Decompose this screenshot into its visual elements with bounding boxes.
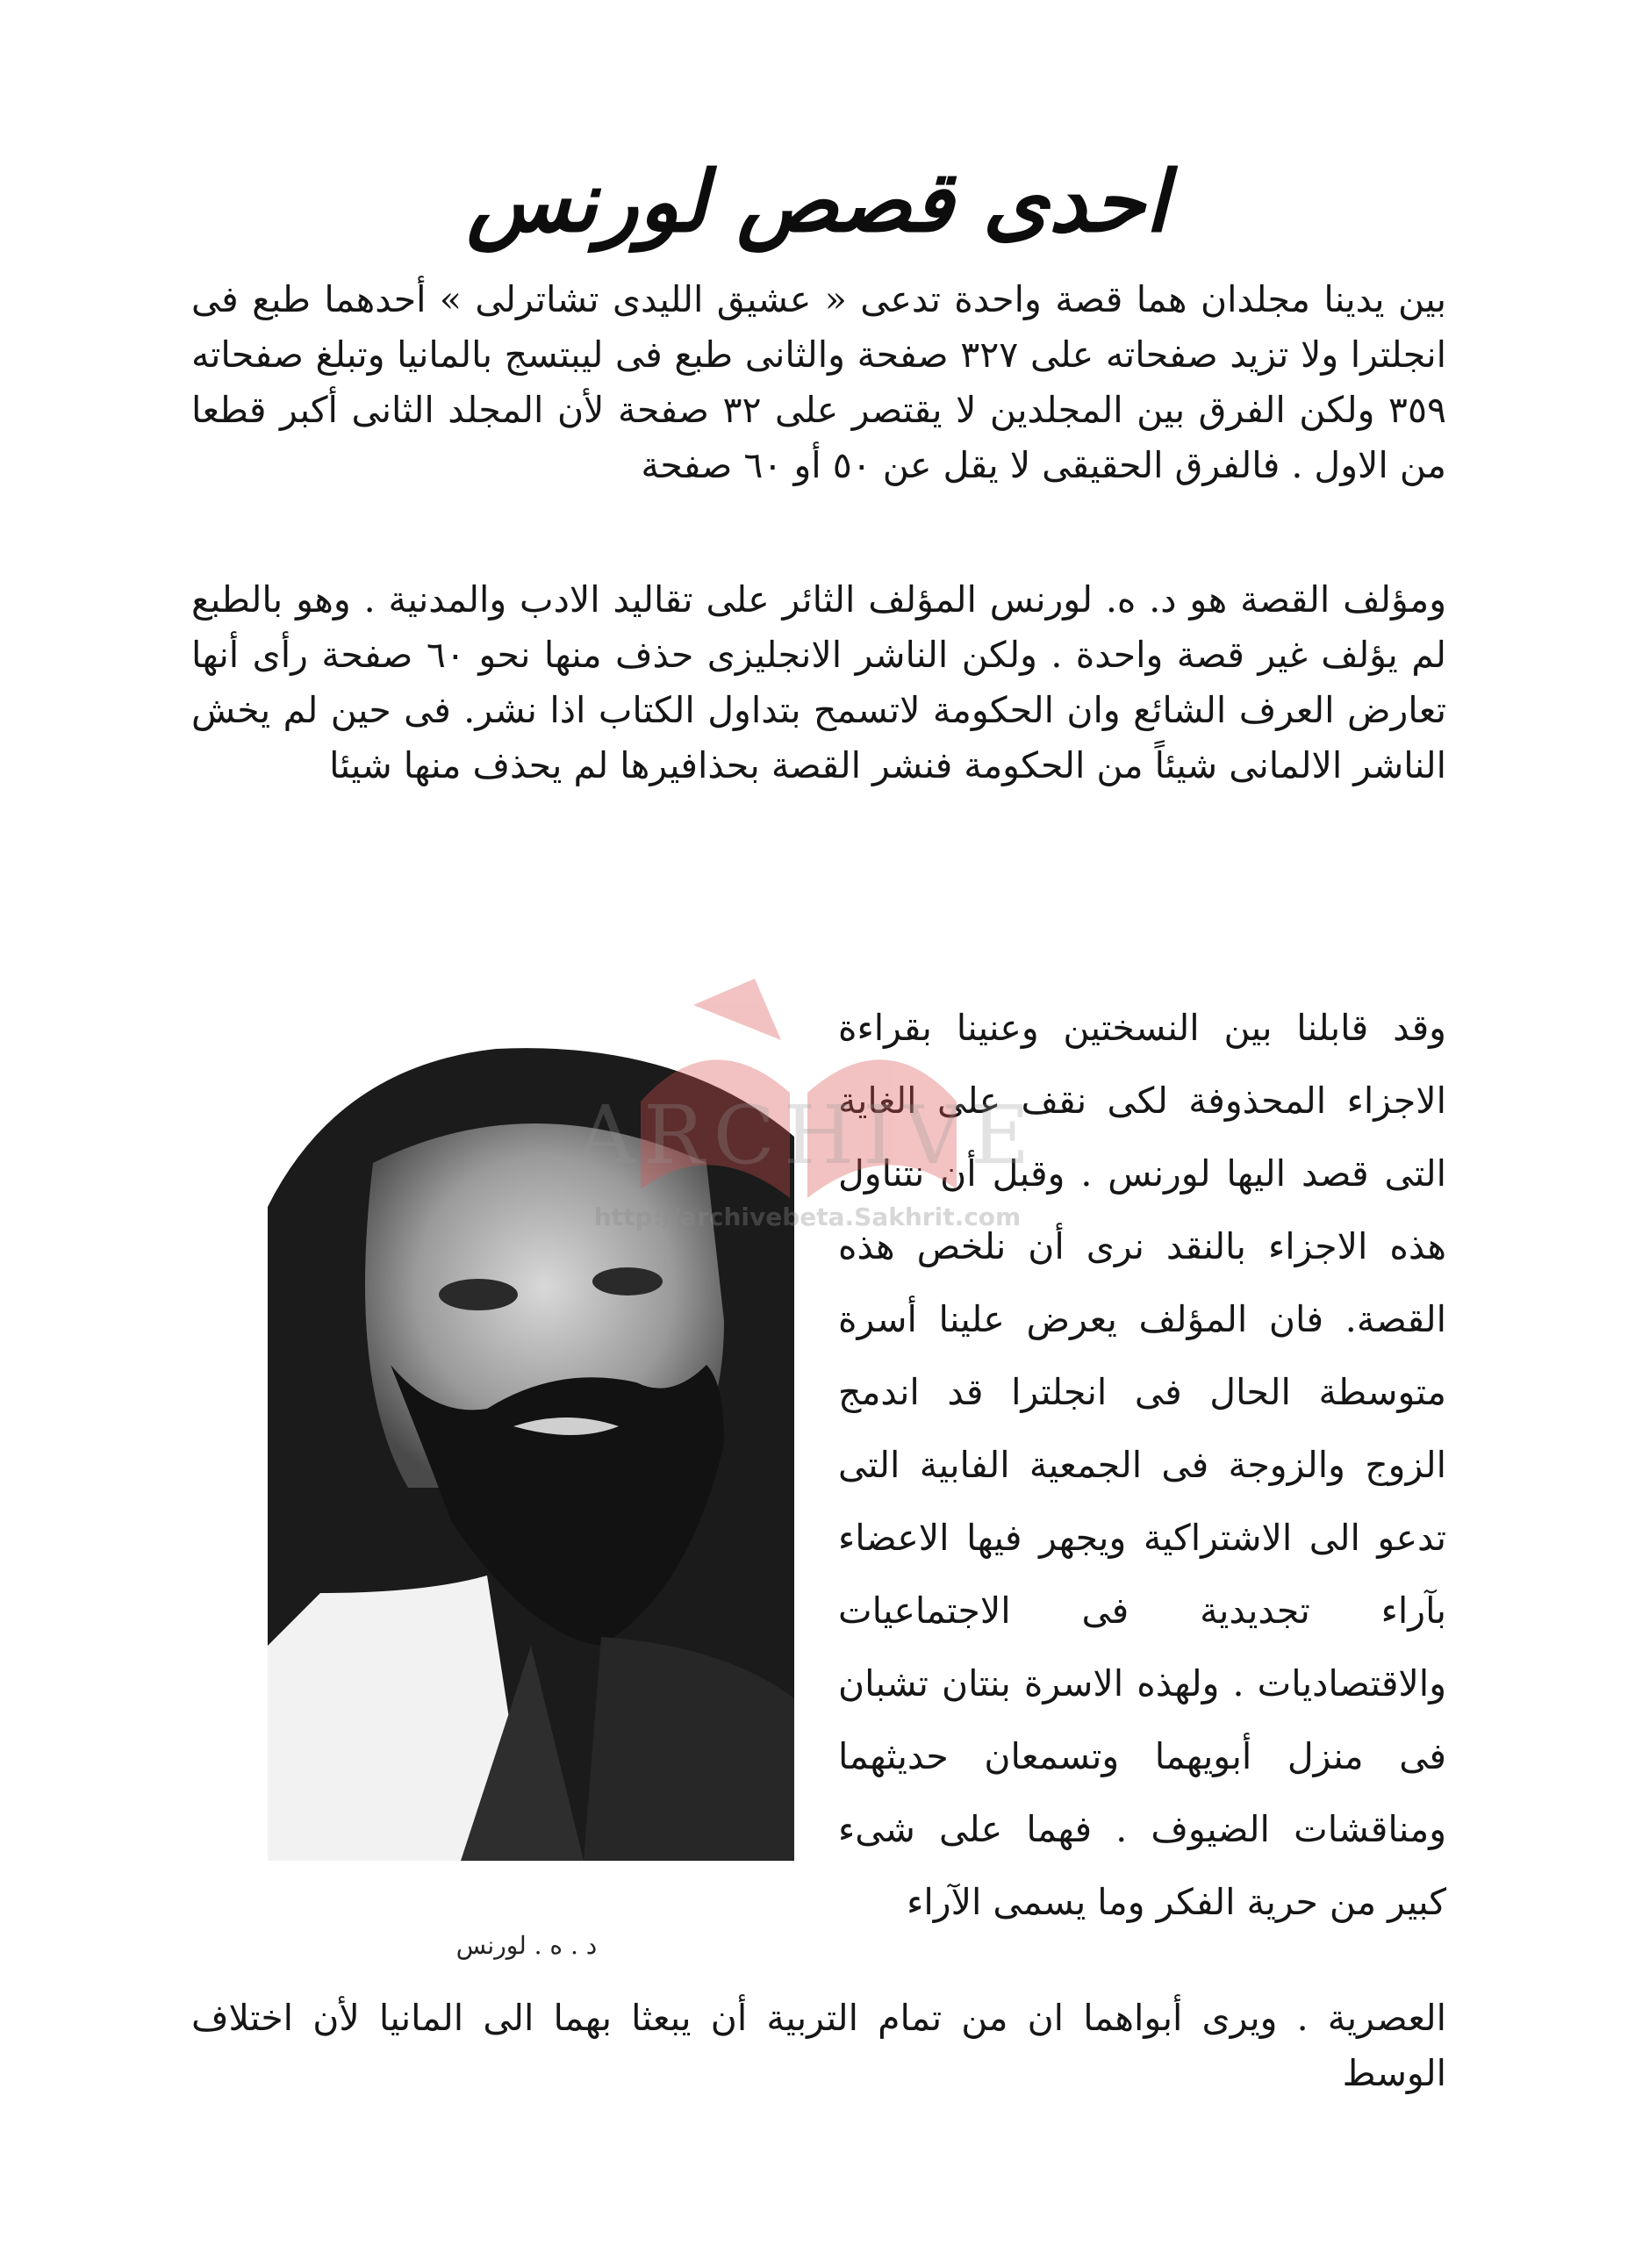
paragraph-2-text: ومؤلف القصة هو د. ه. لورنس المؤلف الثائر على تقاليد الادب والمدنية . وهو بالطبع لم يؤلف غير قصة واحدة . ولكن الناشر الانجليزى حذف منها نحو ٦٠ صفحة رأى أنها تعارض العرف الشائع وان الحكومة لاتسمح بتداول الكتاب اذا نشر. فى حين لم يخش الناشر الالمانى شيئاً من الحكومة فنشر القصة بحذافيرها لم يحذف منها شيئا [191, 578, 1446, 786]
paragraph-4 [191, 1991, 1446, 2101]
paragraph-1 [191, 272, 1446, 493]
paragraph-3-text: وقد قابلنا بين النسختين وعنينا بقراءة الاجزاء المحذوفة لكى نقف على الغاية التى قصد اليها لورنس . وقبل أن نتناول هذه الاجزاء بالنقد نرى أن نلخص هذه القصة. فان المؤلف يعرض علينا أسرة متوسطة الحال فى انجلترا قد اندمج الزوج والزوجة فى الجمعية الفابية التى تدعو الى الاشتراكية ويجهر فيها الاعضاء بآراء تجديدية فى الاجتماعيات والاقتصاديات . ولهذه الاسرة بنتان تشبان فى منزل أبويهما وتسمعان حديثهما ومناقشات الضيوف . فهما على شىء كبير من حرية الفكر وما يسمى الآراء [838, 1007, 1446, 1923]
article-title: احدى قصص لورنس [466, 152, 1169, 251]
watermark-url: http://archivebeta.Sakhrit.com [593, 1202, 1022, 1231]
paragraph-1-text: بين يدينا مجلدان هما قصة واحدة تدعى « عشيق الليدى تشاترلى » أحدهما طبع فى انجلترا ولا تزيد صفحاته على ٣٢٧ صفحة والثانى طبع فى ليبتسج بالمانيا وتبلغ صفحاته ٣٥٩ ولكن الفرق بين المجلدين لا يقتصر على ٣٢ صفحة لأن المجلد الثانى أكبر قطعا من الاول . فالفرق الحقيقى لا يقل عن ٥٠ أو ٦٠ صفحة [191, 278, 1447, 486]
paragraph-2 [191, 572, 1446, 793]
watermark-text: ARCHIVE [576, 1088, 1039, 1182]
paragraph-4-text: العصرية . ويرى أبواهما ان من تمام التربية أن يبعثا بهما الى المانيا لأن اختلاف الوسط [191, 1997, 1446, 2094]
photo-caption: د . ه . لورنس [455, 1931, 598, 1960]
